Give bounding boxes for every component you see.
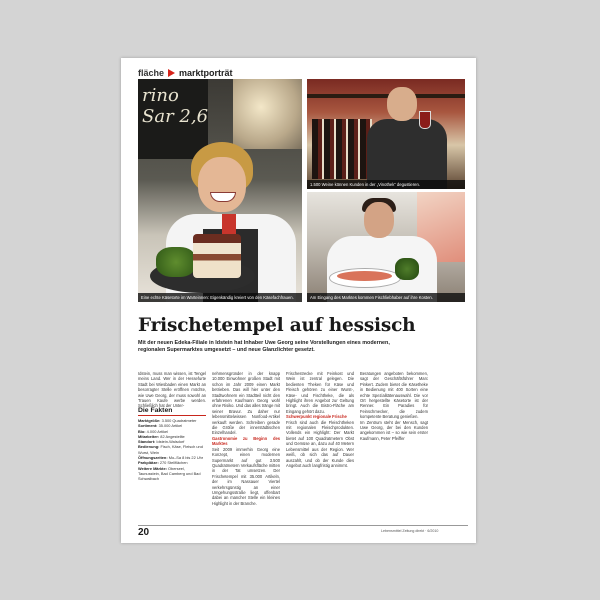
facts-list [138, 418, 206, 482]
fact-value: Idstein-Walsdorf [156, 439, 185, 445]
column-subheading: Schwerpunkt regionale Frische [286, 414, 347, 420]
fact-key: Öffnungszeiten: [138, 455, 168, 461]
garnish-greens [156, 247, 196, 277]
arrow-icon [168, 69, 175, 77]
photo-caption: Eine echte Käsetorte im Warteinnen: Eigenkändig kreiert von den Käsefachfrauen. [138, 293, 302, 302]
column-text: Im Zentrum steht der Mensch, sagt Uwe Georg, der bei den Kunden angekommen ist – so wie sein erster Kaufmann, Peter Pfeiffer [360, 419, 428, 441]
person-body [367, 119, 447, 189]
background-light [233, 79, 302, 149]
section-header [138, 67, 233, 79]
article-teaser: Mit der neuen Edeka-Filiale in Idstein hat Inhaber Uwe Georg seine Vorstellungen eines modernen, regionalen Supermarktes umgesetzt – und neue Glanzlichter gesetzt. [138, 340, 390, 353]
fact-key: Bedienung: [138, 444, 160, 450]
column-subheading: Gastronomie zu Beginn des Marktes [212, 435, 280, 447]
fact-value: 270 Stellflächen [159, 460, 188, 466]
fact-value: 35.000 Artikel [158, 423, 183, 429]
facts-box [138, 407, 206, 482]
section-label: fläche [138, 68, 165, 78]
facts-row [138, 466, 206, 482]
text-column-2 [212, 371, 280, 531]
column-text: Frisch sind auch die Fleischtheken mit regionalen Fleischprodukten. Vollends ein Highlight: Der Markt bietet auf 100 Quadratmetern Obst und Gemüse an, dazu auf 40 Metern Lebensmittel aus der Region. Wer weiß, ob sich das auf Dauer auszahlt, und ob der Kunde dies Angebot auch langfristig annimmt. [286, 419, 354, 468]
wine-photo [307, 79, 465, 189]
footer-divider [138, 525, 468, 526]
photo-caption: Am Eingang des Marktes kommen Fischliebhaber auf ihre Kosten. [307, 293, 465, 302]
fact-key: Parkplätze: [138, 460, 159, 466]
fact-value: 3.500 Quadratmeter [161, 418, 197, 423]
text-column-4 [360, 371, 428, 531]
facts-row [138, 444, 206, 455]
fact-key: Mitarbeiter: [138, 433, 160, 439]
fact-key: Marktgröße: [138, 418, 161, 423]
fact-value: Fisch, Käse, Fleisch und Wurst, Wein [138, 444, 203, 455]
article-headline: Frischetempel auf hessisch [138, 315, 416, 336]
publication-info: Lebensmittel Zeitung direkt · 6/2010 [381, 529, 439, 533]
garnish-greens [395, 258, 419, 280]
person-head [387, 87, 417, 121]
column-text: Beratungen angeboten bekommen, sagt der Geschäftsführer Marc Pinkert. Zudem bietet die Käsetheke in Bedienung mit 400 Sorten eine echte Spezialitätenauswahl. Die vor Ort hergestellte Käsetorte ist der Renner. Ein Paradies für Feinschmecker, die zudem kompetente Beratung genießen. [360, 371, 428, 420]
cheese-cake [193, 234, 241, 278]
menu-sign: rino Sar 2,6 [138, 79, 208, 159]
main-photo [138, 79, 302, 302]
subsection-label: marktporträt [179, 68, 233, 78]
magazine-page [121, 58, 476, 543]
fact-key: Bio: [138, 428, 146, 434]
fact-value: Oberseel, Taunusstein, Bad Camberg und Bad Schwalbach [138, 465, 201, 482]
fact-value: 4.000 Artikel [146, 428, 169, 434]
shelf [307, 94, 465, 98]
column-text: Frischestrecke mit Feinkost und Wein ist zentral gelegen. Die bedienten Theken für Käse und Fleisch gehören zu einer Wurst-, Käse- und Fischtheke, die als Highlight ihren Angebot zur Geltung bringt. Auch die Bistro-Fläche am Eingang gehört dazu. [286, 371, 354, 414]
fact-key: Weitere Märkte: [138, 465, 167, 471]
fact-value: Mo–Sa 8 bis 22 Uhr [168, 455, 204, 461]
fact-key: Sortiment: [138, 423, 158, 429]
fish-photo [307, 192, 465, 302]
column-text: Seit 2009 immerhin Georg eine Konzept, einen modernen Supermarkt auf gut 3.500 Quadratmetern Verkaufsfläche mitten in der Tat umsetzen. Der Frischetempel mit 35.000 Artikeln, der im Nassauer Viertel verkehrsgünstig an einer Umgehungsstraße liegt, offenbart dabei an mancher Stelle ein kleines Highlight in der Branche. [212, 446, 280, 506]
text-column-3 [286, 371, 354, 531]
fact-value: 82 Angestellte [160, 433, 185, 439]
column-text: nehmensgründer in der knapp 10.000 Einwohner großen Stadt mit schon im Jahr 2009 einen Markt betrieben. Das will hier unter den Stadtwohnern ein Stadtteil nicht den erfahrenen Kaufmann Georg wohl ohne Risiko. Und das alles tränge mit seiner Bravur. Zu daher nur lebensmittelwissen Nonfood-Artikel verkauft werden. Schreiben gerade die Größe der innerstädtischen Einzelhandel. [212, 371, 280, 436]
fact-key: Standort: [138, 439, 156, 445]
column-text: Idstein, muss man wissen, ist Tengel meins Land. Wer in der Hessefurte Stadt bei Wiesbaden einen Markt an besorragter Stelle eröffnen möchte, wie Uwe Georg, der muss sowohl an Trauen Kaufe werbe werden. Schließlich hat der Unter- [138, 371, 206, 409]
fish [337, 271, 392, 281]
person-face [198, 157, 246, 212]
wine-bottles [312, 119, 372, 179]
photo-caption: 1.500 Weine können Kunden in der „Vinothek“ degustieren. [307, 180, 465, 189]
page-number: 20 [138, 527, 150, 538]
wine-glass-icon [419, 111, 431, 129]
person-head [364, 202, 394, 238]
facts-title: Die Fakten [138, 407, 206, 416]
